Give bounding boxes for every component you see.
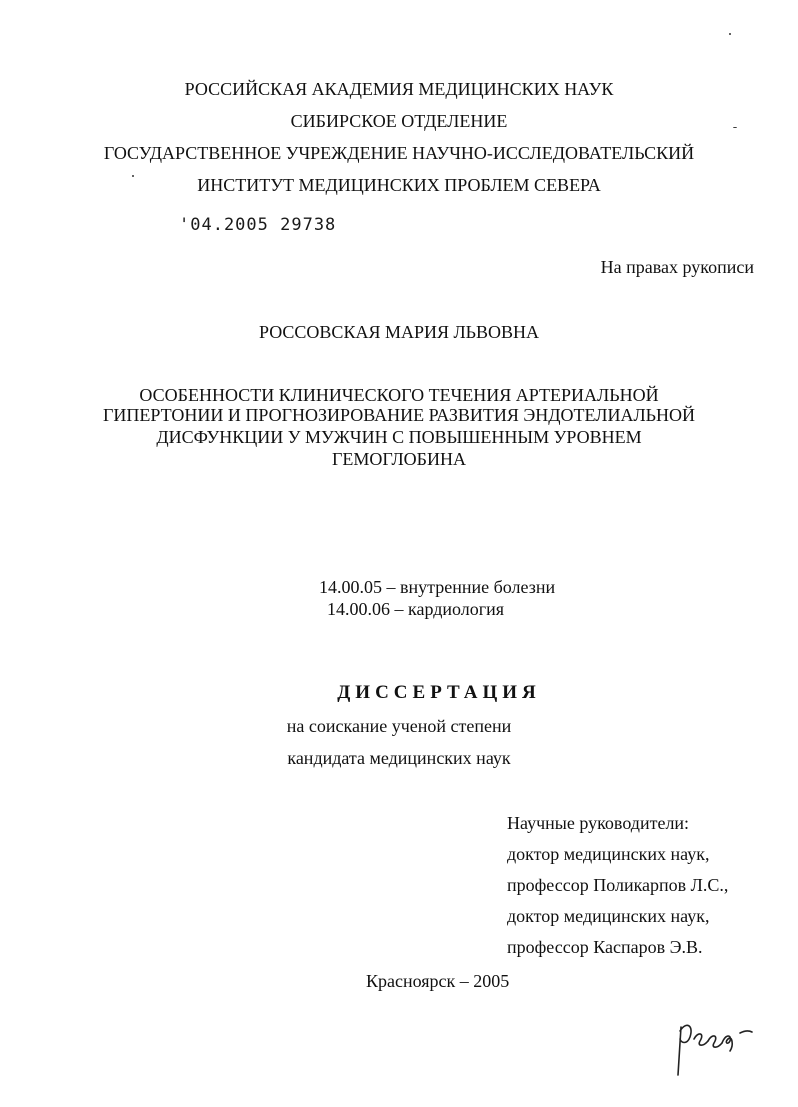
place-and-year: Красноярск – 2005 (366, 971, 510, 991)
registration-stamp: '04.2005 29738 (179, 215, 337, 235)
advisor-line: профессор Поликарпов Л.С., (507, 875, 729, 895)
title-line-2: ГИПЕРТОНИИ И ПРОГНОЗИРОВАНИЕ РАЗВИТИЯ ЭНДОТЕЛИАЛЬНОЙ (102, 405, 696, 425)
header-line-academy: РОССИЙСКАЯ АКАДЕМИЯ МЕДИЦИНСКИХ НАУК (184, 79, 614, 99)
author-name: РОССОВСКАЯ МАРИЯ ЛЬВОВНА (258, 322, 540, 342)
manuscript-rights-note: На правах рукописи (600, 257, 754, 277)
degree-line-1: на соискание ученой степени (286, 716, 512, 736)
header-line-branch: СИБИРСКОЕ ОТДЕЛЕНИЕ (290, 111, 508, 131)
title-line-3: ДИСФУНКЦИИ У МУЖЧИН С ПОВЫШЕННЫМ УРОВНЕМ (156, 427, 642, 447)
title-line-4: ГЕМОГЛОБИНА (332, 449, 466, 469)
degree-line-2: кандидата медицинских наук (287, 748, 511, 768)
advisor-line: профессор Каспаров Э.В. (507, 937, 703, 957)
dissertation-heading: ДИССЕРТАЦИЯ (337, 682, 541, 703)
advisors-heading: Научные руководители: (507, 813, 690, 833)
scan-speck (729, 33, 731, 35)
specialty-cardiology: 14.00.06 – кардиология (327, 599, 505, 619)
advisor-line: доктор медицинских наук, (507, 844, 710, 864)
advisor-line: доктор медицинских наук, (507, 906, 710, 926)
handwritten-signature (672, 1005, 762, 1080)
header-line-institution: ГОСУДАРСТВЕННОЕ УЧРЕЖДЕНИЕ НАУЧНО-ИССЛЕДОВАТЕЛЬСКИЙ (103, 143, 695, 163)
specialty-internal-diseases: 14.00.05 – внутренние болезни (319, 577, 556, 597)
advisors-block (507, 812, 767, 967)
title-line-1: ОСОБЕННОСТИ КЛИНИЧЕСКОГО ТЕЧЕНИЯ АРТЕРИАЛЬНОЙ (139, 385, 659, 405)
header-line-institute-name: ИНСТИТУТ МЕДИЦИНСКИХ ПРОБЛЕМ СЕВЕРА (197, 175, 601, 195)
